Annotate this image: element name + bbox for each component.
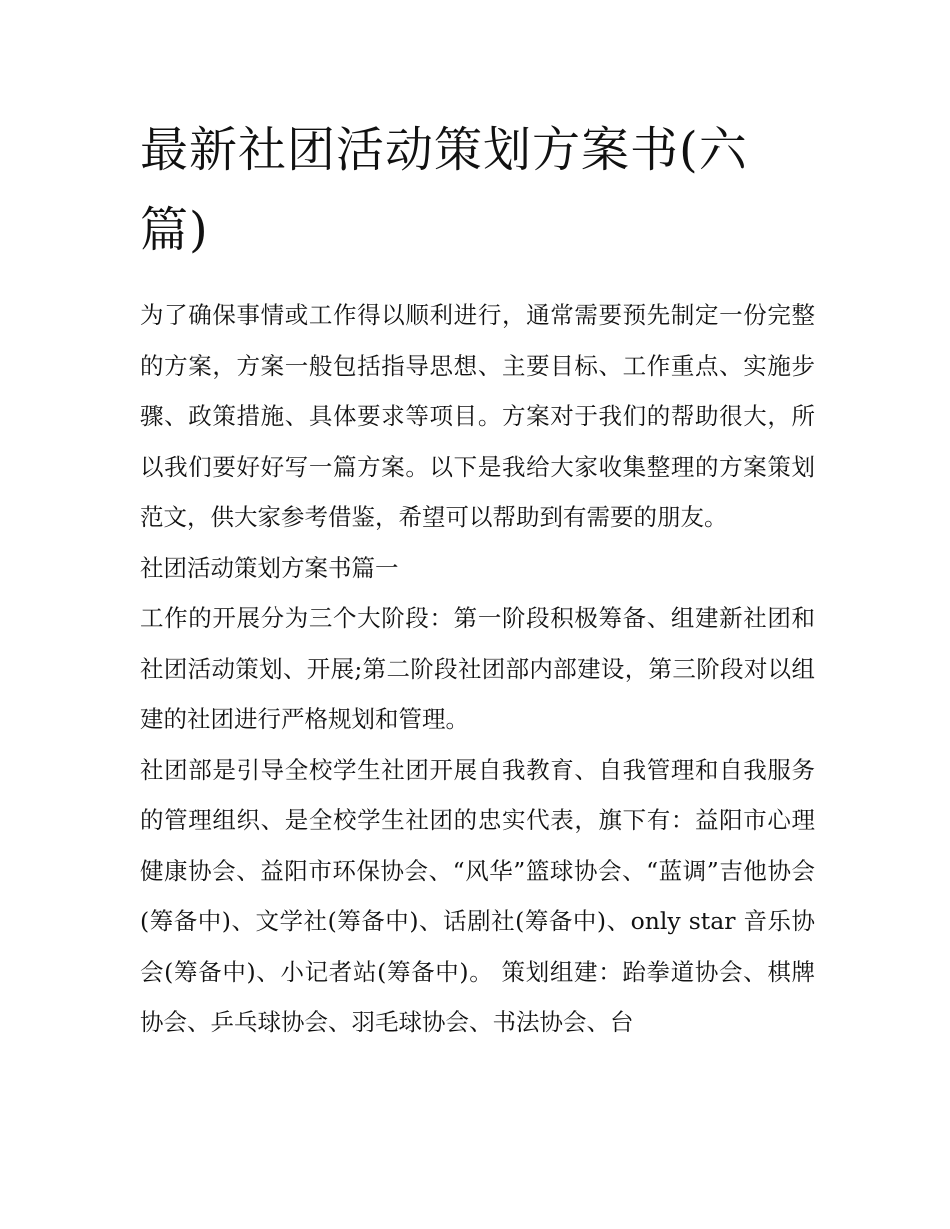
section-heading: 社团活动策划方案书篇一 xyxy=(140,553,399,582)
document-page xyxy=(140,110,815,1048)
document-title: 最新社团活动策划方案书(六篇) xyxy=(140,122,748,258)
body-paragraph: 社团部是引导全校学生社团开展自我教育、自我管理和自我服务的管理组织、是全校学生社团的忠实代表，旗下有：益阳市心理健康协会、益阳市环保协会、“风华”篮球协会、“蓝调”吉他协会(筹备中)、文学社(筹备中)、话剧社(筹备中)、only star 音乐协会(筹备中)、小记者站(筹备中)。 策划组建：跆拳道协会、棋牌协会、乒乓球协会、羽毛球协会、书法协会、台 xyxy=(140,755,815,1036)
intro-paragraph: 为了确保事情或工作得以顺利进行，通常需要预先制定一份完整的方案，方案一般包括指导思想、主要目标、工作重点、实施步骤、政策措施、具体要求等项目。方案对于我们的帮助很大，所以我们要好好写一篇方案。以下是我给大家收集整理的方案策划范文，供大家参考借鉴，希望可以帮助到有需要的朋友。 xyxy=(140,301,815,531)
body-paragraph: 工作的开展分为三个大阶段：第一阶段积极筹备、组建新社团和社团活动策划、开展;第二阶段社团部内部建设，第三阶段对以组建的社团进行严格规划和管理。 xyxy=(140,604,815,733)
